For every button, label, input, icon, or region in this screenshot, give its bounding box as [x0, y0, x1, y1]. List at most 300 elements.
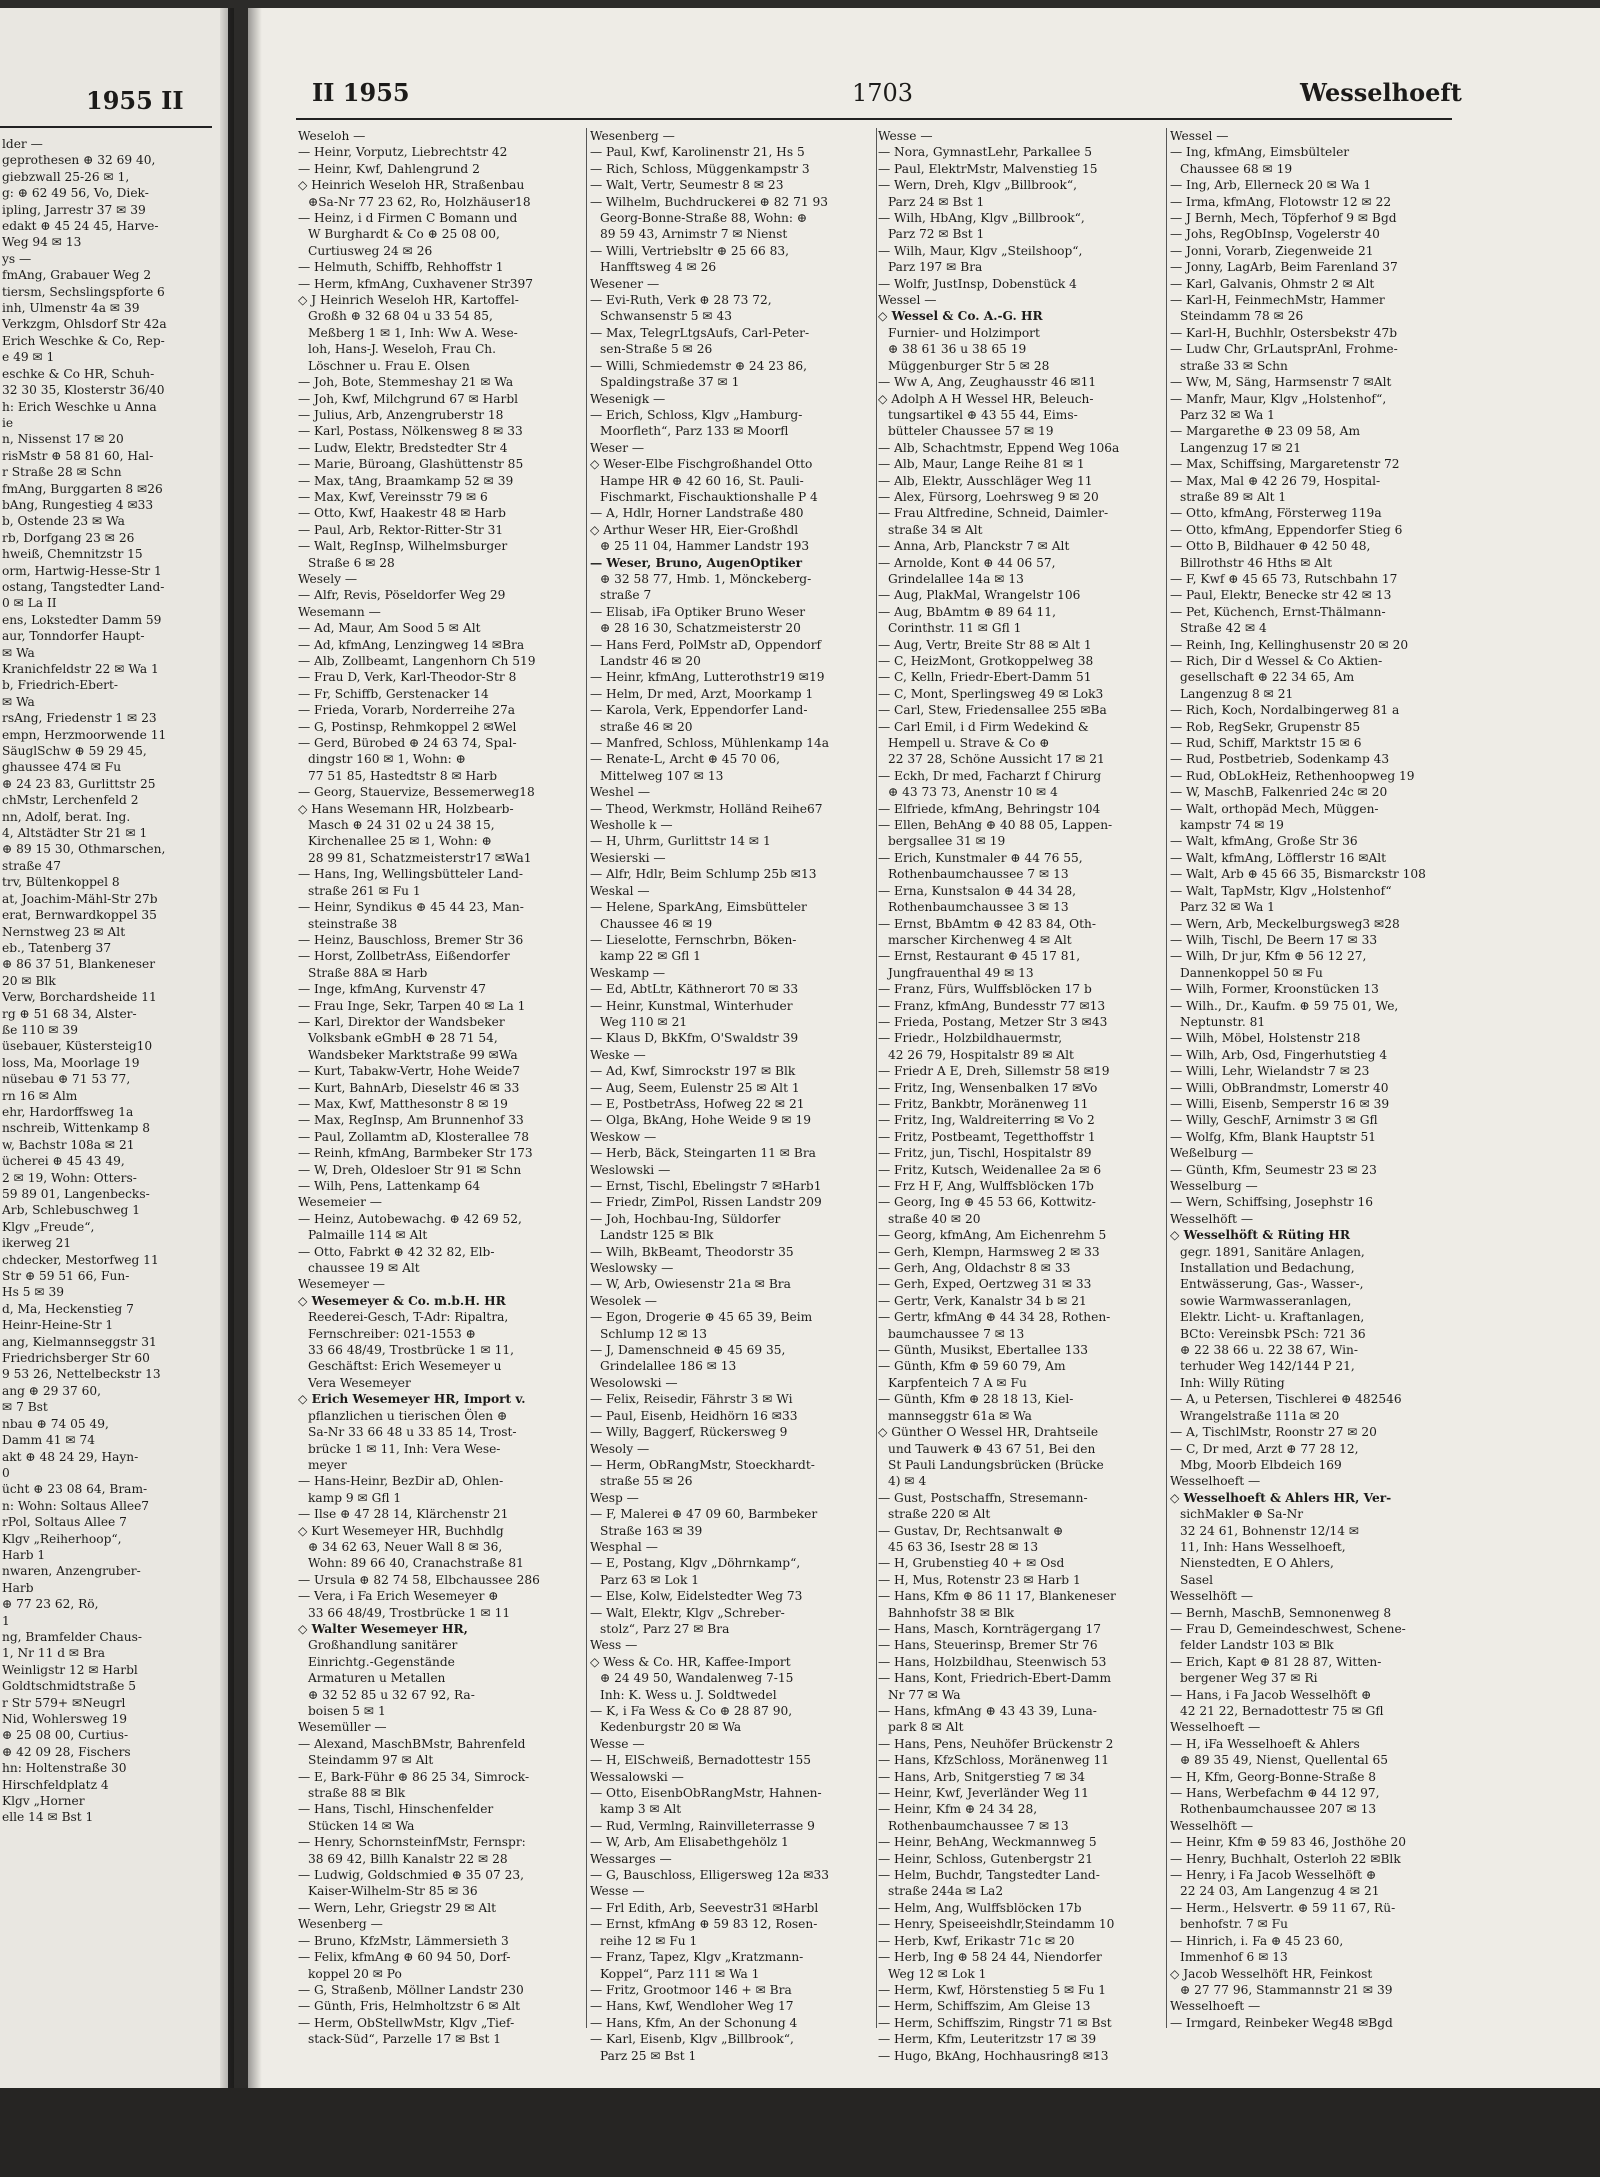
directory-entry-line: ◇ Wesselhöft & Rüting HR: [1170, 1228, 1351, 1243]
directory-entry-line: — Ursula ⊕ 82 74 58, Elbchaussee 286: [298, 1572, 540, 1587]
directory-entry-line: — Helmuth, Schiffb, Rehhoffstr 1: [298, 260, 504, 275]
left-page-line: Klgv „Reiherhoop“,: [2, 1531, 122, 1546]
directory-entry-line: — Hans, Masch, Kornträgergang 17: [878, 1621, 1101, 1636]
directory-entry-line: ◇ Adolph A H Wessel HR, Beleuch-: [878, 391, 1094, 406]
directory-entry-line: — Nora, GymnastLehr, Parkallee 5: [878, 145, 1092, 160]
directory-entry-line: — H, Mus, Rotenstr 23 ✉ Harb 1: [878, 1572, 1081, 1587]
directory-entry-line: Großhandlung sanitärer: [308, 1638, 458, 1653]
directory-entry-line: — Vera, i Fa Erich Wesemeyer ⊕: [298, 1589, 499, 1604]
directory-entry-line: — Fritz, jun, Tischl, Hospitalstr 89: [878, 1146, 1092, 1161]
directory-entry-line: — Helm, Ang, Wulffsblöcken 17b: [878, 1900, 1082, 1915]
directory-entry-line: — Paul, Zollamtm aD, Klosterallee 78: [298, 1129, 529, 1144]
directory-entry-line: W Burghardt & Co ⊕ 25 08 00,: [308, 227, 500, 242]
directory-entry-line: — Heinr, Kwf, Dahlengrund 2: [298, 161, 480, 176]
directory-column-3: [878, 128, 1160, 2063]
directory-entry-line: — Wolfr, JustInsp, Dobenstück 4: [878, 276, 1077, 291]
directory-entry-line: ⊕ 28 16 30, Schatzmeisterstr 20: [600, 621, 801, 636]
directory-entry-line: Weg 110 ✉ 21: [600, 1014, 688, 1029]
left-page-line: ✉ Wa: [2, 694, 35, 709]
directory-entry-line: — Aug, Vertr, Breite Str 88 ✉ Alt 1: [878, 637, 1092, 652]
left-page-line: orm, Hartwig-Hesse-Str 1: [2, 563, 162, 578]
directory-entry-line: Elektr. Licht- u. Kraftanlagen,: [1180, 1310, 1365, 1325]
directory-entry-line: Landstr 125 ✉ Blk: [600, 1228, 714, 1243]
directory-entry-line: Wesierski —: [590, 850, 666, 865]
directory-entry-line: — Herb, Ing ⊕ 58 24 44, Niendorfer: [878, 1950, 1102, 1965]
directory-entry-line: Palmaille 114 ✉ Alt: [308, 1228, 428, 1243]
directory-entry-line: — Wern, Arb, Meckelburgsweg3 ✉28: [1170, 916, 1400, 931]
directory-entry-line: straße 89 ✉ Alt 1: [1180, 489, 1287, 504]
directory-entry-line: — H, Kfm, Georg-Bonne-Straße 8: [1170, 1769, 1377, 1784]
directory-entry-line: Wesselhöft —: [1170, 1818, 1254, 1833]
left-page-line: ⊕ 24 23 83, Gurlittstr 25: [2, 776, 156, 791]
directory-entry-line: — Herm, ObRangMstr, Stoeckhardt-: [590, 1457, 815, 1472]
directory-entry-line: — Fritz, Ing, Wensenbalken 17 ✉Vo: [878, 1080, 1098, 1095]
directory-entry-line: Immenhof 6 ✉ 13: [1180, 1950, 1288, 1965]
directory-entry-line: — Hans Ferd, PolMstr aD, Oppendorf: [590, 637, 822, 652]
left-page-line: 9 53 26, Nettelbeckstr 13: [2, 1367, 161, 1382]
directory-entry-line: 38 69 42, Billh Kanalstr 22 ✉ 28: [308, 1851, 508, 1866]
directory-entry-line: Masch ⊕ 24 31 02 u 24 38 15,: [308, 818, 495, 833]
directory-entry-line: — Herm, kfmAng, Cuxhavener Str397: [298, 276, 534, 291]
directory-entry-line: — Paul, Elektr, Benecke str 42 ✉ 13: [1170, 588, 1392, 603]
directory-entry-line: — Alex, Fürsorg, Loehrsweg 9 ✉ 20: [878, 489, 1099, 504]
directory-entry-line: — Irmgard, Reinbeker Weg48 ✉Bgd: [1170, 2015, 1393, 2030]
directory-entry-line: — A, Hdlr, Horner Landstraße 480: [590, 506, 804, 521]
directory-entry-line: bütteler Chaussee 57 ✉ 19: [888, 424, 1054, 439]
left-page-line: hweiß, Chemnitzstr 15: [2, 547, 143, 562]
left-page-line: e 49 ✉ 1: [2, 350, 55, 365]
directory-entry-line: Nr 77 ✉ Wa: [888, 1687, 961, 1702]
directory-entry-line: — Heinr, Kunstmal, Winterhuder: [590, 998, 793, 1013]
directory-entry-line: — Helm, Buchdr, Tangstedter Land-: [878, 1868, 1100, 1883]
directory-entry-line: — Heinr, Kfm ⊕ 24 34 28,: [878, 1802, 1038, 1817]
directory-entry-line: Rothenbaumchaussee 3 ✉ 13: [888, 900, 1069, 915]
directory-entry-line: — Willi, Eisenb, Semperstr 16 ✉ 39: [1170, 1096, 1390, 1111]
directory-entry-line: ⊕ 38 61 36 u 38 65 19: [888, 342, 1027, 357]
left-page-line: 1: [2, 1613, 10, 1628]
directory-entry-line: Hanfftsweg 4 ✉ 26: [600, 260, 717, 275]
directory-entry-line: — Manfred, Schloss, Mühlenkamp 14a: [590, 736, 830, 751]
left-page-line: ostang, Tangstedter Land-: [2, 579, 165, 594]
directory-entry-line: straße 261 ✉ Fu 1: [308, 883, 421, 898]
directory-entry-line: — Renate-L, Archt ⊕ 45 70 06,: [590, 752, 780, 767]
left-page-line: ghaussee 474 ✉ Fu: [2, 760, 122, 775]
directory-entry-line: 22 37 28, Schöne Aussicht 17 ✉ 21: [888, 752, 1105, 767]
directory-entry-line: straße 34 ✉ Alt: [888, 522, 983, 537]
directory-entry-line: — Wern, Dreh, Klgv „Billbrook“,: [878, 178, 1077, 193]
directory-entry-line: gegr. 1891, Sanitäre Anlagen,: [1180, 1244, 1365, 1259]
left-page-line: nwaren, Anzengruber-: [2, 1564, 141, 1579]
directory-entry-line: Installation und Bedachung,: [1180, 1261, 1355, 1276]
directory-entry-line: Parz 197 ✉ Bra: [888, 260, 983, 275]
directory-entry-line: 28 99 81, Schatzmeisterstr17 ✉Wa1: [308, 850, 532, 865]
left-page-line: ✉ 7 Bst: [2, 1400, 48, 1415]
directory-entry-line: Einrichtg.-Gegenstände: [308, 1654, 455, 1669]
directory-entry-line: Parz 32 ✉ Wa 1: [1180, 900, 1275, 915]
directory-entry-line: — Reinh, kfmAng, Barmbeker Str 173: [298, 1146, 533, 1161]
left-page-line: giebzwall 25-26 ✉ 1,: [2, 169, 130, 184]
directory-entry-line: kampstr 74 ✉ 19: [1180, 818, 1284, 833]
directory-entry-line: Reederei-Gesch, T-Adr: Ripaltra,: [308, 1310, 509, 1325]
left-page-line: tiersm, Sechslingspforte 6: [2, 284, 165, 299]
directory-entry-line: Wessel —: [878, 293, 937, 308]
left-page-line: nn, Adolf, berat. Ing.: [2, 809, 131, 824]
directory-entry-line: ◇ Kurt Wesemeyer HR, Buchhdlg: [298, 1523, 504, 1538]
directory-entry-line: — Bernh, MaschB, Semnonenweg 8: [1170, 1605, 1392, 1620]
directory-entry-line: — Gerh, Ang, Oldachstr 8 ✉ 33: [878, 1261, 1071, 1276]
directory-entry-line: boisen 5 ✉ 1: [308, 1704, 386, 1718]
directory-entry-line: — Wern, Schiffsing, Josephstr 16: [1170, 1195, 1374, 1210]
left-page-line: rb, Dorfgang 23 ✉ 26: [2, 530, 135, 545]
directory-entry-line: — Lieselotte, Fernschrbn, Böken-: [590, 932, 797, 947]
directory-entry-line: — Gustav, Dr, Rechtsanwalt ⊕: [878, 1523, 1064, 1538]
directory-entry-line: — Ellen, BehAng ⊕ 40 88 05, Lappen-: [878, 818, 1113, 833]
directory-entry-line: Stücken 14 ✉ Wa: [308, 1818, 415, 1833]
directory-entry-line: Weßelburg —: [1170, 1146, 1254, 1161]
directory-entry-line: — Hans, Tischl, Hinschenfelder: [298, 1802, 494, 1817]
directory-entry-line: — Henry, Buchhalt, Osterloh 22 ✉Blk: [1170, 1851, 1401, 1866]
directory-entry-line: ◇ Wesemeyer & Co. m.b.H. HR: [298, 1293, 506, 1308]
directory-entry-line: Weskamp —: [590, 965, 666, 980]
directory-entry-line: — Hans, Arb, Snitgerstieg 7 ✉ 34: [878, 1769, 1085, 1784]
directory-entry-line: ◇ Heinrich Weseloh HR, Straßenbau: [298, 178, 525, 193]
right-running-head-right: Wesselhoeft: [1300, 78, 1462, 107]
directory-entry-line: Weslowski —: [590, 1162, 671, 1177]
directory-entry-line: — Margarethe ⊕ 23 09 58, Am: [1170, 424, 1361, 439]
left-page-line: bAng, Rungestieg 4 ✉33: [2, 497, 154, 512]
directory-entry-line: — E, PostbetrAss, Hofweg 22 ✉ 21: [590, 1096, 805, 1111]
directory-entry-line: — Gertr, Verk, Kanalstr 34 b ✉ 21: [878, 1293, 1087, 1308]
left-page-line: inh, Ulmenstr 4a ✉ 39: [2, 301, 140, 316]
left-page-line: ✉ Wa: [2, 645, 35, 660]
directory-column-4: [1170, 128, 1452, 2048]
directory-entry-line: — Otto, Kwf, Haakestr 48 ✉ Harb: [298, 506, 506, 521]
directory-entry-line: — Henry, i Fa Jacob Wesselhöft ⊕: [1170, 1868, 1377, 1883]
directory-column-1: [298, 128, 580, 2048]
directory-entry-line: — Friedr, ZimPol, Rissen Landstr 209: [590, 1195, 822, 1210]
directory-entry-line: — Ernst, kfmAng ⊕ 59 83 12, Rosen-: [590, 1917, 818, 1932]
directory-entry-line: — Max, tAng, Braamkamp 52 ✉ 39: [298, 473, 514, 488]
directory-entry-line: ⊕ 25 11 04, Hammer Landstr 193: [600, 539, 810, 554]
left-page-line: ang ⊕ 29 37 60,: [2, 1383, 102, 1398]
directory-entry-line: — Weser, Bruno, AugenOptiker: [590, 555, 803, 570]
left-page-column: [2, 136, 216, 2056]
directory-entry-line: — Fritz, Kutsch, Weidenallee 2a ✉ 6: [878, 1162, 1102, 1177]
directory-entry-line: — Marie, Büroang, Glashüttenstr 85: [298, 457, 524, 472]
directory-entry-line: bergsallee 31 ✉ 19: [888, 834, 1006, 849]
directory-entry-line: — Alfr, Hdlr, Beim Schlump 25b ✉13: [590, 867, 817, 882]
directory-entry-line: pflanzlichen u tierischen Ölen ⊕: [308, 1408, 508, 1423]
directory-entry-line: — Irma, kfmAng, Flotowstr 12 ✉ 22: [1170, 194, 1392, 209]
left-page-line: ikerweg 21: [2, 1236, 72, 1251]
directory-entry-line: Fischmarkt, Fischauktionshalle P 4: [600, 489, 818, 504]
directory-entry-line: meyer: [308, 1457, 347, 1472]
directory-entry-line: Parz 63 ✉ Lok 1: [600, 1572, 699, 1587]
left-page-line: elle 14 ✉ Bst 1: [2, 1810, 94, 1825]
directory-entry-line: Sasel: [1180, 1572, 1213, 1587]
directory-entry-line: — Max, Schiffsing, Margaretenstr 72: [1170, 457, 1400, 472]
directory-entry-line: — Rich, Dir d Wessel & Co Aktien-: [1170, 654, 1383, 668]
directory-entry-line: Wesemeyer —: [298, 1277, 385, 1292]
directory-entry-line: — Heinr, Kwf, Jeverländer Weg 11: [878, 1786, 1089, 1801]
directory-entry-line: — Bruno, KfzMstr, Lämmersieth 3: [298, 1933, 509, 1948]
left-page-line: loss, Ma, Moorlage 19: [2, 1055, 140, 1070]
directory-entry-line: Weshel —: [590, 785, 651, 800]
directory-entry-line: — Kurt, BahnArb, Dieselstr 46 ✉ 33: [298, 1080, 520, 1095]
directory-entry-line: — Heinz, Autobewachg. ⊕ 42 69 52,: [298, 1211, 522, 1226]
directory-entry-line: — Jonni, Vorarb, Ziegenweide 21: [1170, 243, 1374, 258]
directory-entry-line: — Henry, SchornsteinfMstr, Fernspr:: [298, 1835, 526, 1850]
directory-entry-line: Parz 32 ✉ Wa 1: [1180, 407, 1275, 422]
directory-entry-line: — Arnolde, Kont ⊕ 44 06 57,: [878, 555, 1056, 570]
directory-entry-line: — Max, Mal ⊕ 42 26 79, Hospital-: [1170, 473, 1381, 488]
directory-entry-line: 22 24 03, Am Langenzug 4 ✉ 21: [1180, 1884, 1380, 1899]
directory-entry-line: Wesselhoeft —: [1170, 1999, 1261, 2014]
left-page-line: ⊕ 25 08 00, Curtius-: [2, 1728, 129, 1743]
directory-entry-line: — W, Arb, Am Elisabethgehölz 1: [590, 1835, 789, 1850]
directory-entry-line: — Karl, Galvanis, Ohmstr 2 ✉ Alt: [1170, 276, 1375, 291]
directory-entry-line: Kaiser-Wilhelm-Str 85 ✉ 36: [308, 1884, 478, 1899]
directory-entry-line: straße 88 ✉ Blk: [308, 1786, 406, 1801]
directory-entry-line: benhofstr. 7 ✉ Fu: [1180, 1917, 1288, 1932]
directory-entry-line: Armaturen u Metallen: [308, 1671, 446, 1686]
directory-entry-line: — Jonny, LagArb, Beim Farenland 37: [1170, 260, 1398, 275]
directory-entry-line: sichMakler ⊕ Sa-Nr: [1180, 1507, 1304, 1522]
directory-entry-line: 42 26 79, Hospitalstr 89 ✉ Alt: [888, 1047, 1074, 1062]
left-page-line: b, Friedrich-Ebert-: [2, 678, 119, 693]
scan-background: [0, 2088, 1600, 2177]
directory-entry-line: Vera Wesemeyer: [308, 1375, 411, 1390]
directory-entry-line: Georg-Bonne-Straße 88, Wohn: ⊕: [600, 211, 808, 226]
directory-entry-line: — Walt, Elektr, Klgv „Schreber-: [590, 1605, 785, 1620]
directory-entry-line: — Max, RegInsp, Am Brunnenhof 33: [298, 1113, 524, 1128]
directory-entry-line: — H, iFa Wesselhoeft & Ahlers: [1170, 1736, 1360, 1751]
directory-entry-line: Wesp —: [590, 1490, 639, 1505]
left-page-line: Nid, Wohlersweg 19: [2, 1712, 128, 1726]
directory-entry-line: — W, MaschB, Falkenried 24c ✉ 20: [1170, 785, 1388, 800]
directory-entry-line: — Max, Kwf, Matthesonstr 8 ✉ 19: [298, 1096, 508, 1111]
directory-entry-line: — Julius, Arb, Anzengruberstr 18: [298, 407, 504, 422]
directory-entry-line: — Wilh, Maur, Klgv „Steilshoop“,: [878, 243, 1083, 258]
directory-entry-line: — H, Grubenstieg 40 + ✉ Osd: [878, 1556, 1065, 1571]
directory-entry-line: — Otto, EisenbObRangMstr, Hahnen-: [590, 1786, 822, 1801]
directory-entry-line: kamp 9 ✉ Gfl 1: [308, 1490, 402, 1505]
directory-entry-line: gesellschaft ⊕ 22 34 65, Am: [1180, 670, 1355, 685]
left-page-line: rPol, Soltaus Allee 7: [2, 1515, 127, 1530]
directory-entry-line: — Hans, Steuerinsp, Bremer Str 76: [878, 1638, 1098, 1653]
directory-entry-line: — Aug, PlakMal, Wrangelstr 106: [878, 588, 1081, 603]
page-number: 1703: [852, 79, 914, 107]
left-page-line: at, Joachim-Mähl-Str 27b: [2, 891, 158, 906]
directory-entry-line: ⊕ 24 49 50, Wandalenweg 7-15: [600, 1671, 794, 1686]
directory-entry-line: — Wilh, Dr jur, Kfm ⊕ 56 12 27,: [1170, 949, 1367, 964]
directory-entry-line: Entwässerung, Gas-, Wasser-,: [1180, 1277, 1364, 1292]
directory-entry-line: Weser —: [590, 440, 645, 455]
directory-entry-line: Jungfrauenthal 49 ✉ 13: [888, 965, 1034, 980]
directory-entry-line: — Günth, Fris, Helmholtzstr 6 ✉ Alt: [298, 1999, 521, 2014]
left-page-line: 59 89 01, Langenbecks-: [2, 1187, 150, 1201]
left-page-line: Verkzgm, Ohlsdorf Str 42a: [2, 317, 167, 332]
directory-entry-line: — Gerh, Exped, Oertzweg 31 ✉ 33: [878, 1277, 1092, 1292]
directory-entry-line: — Wilhelm, Buchdruckerei ⊕ 82 71 93: [590, 194, 828, 209]
left-page-line: Str ⊕ 59 51 66, Fun-: [2, 1269, 130, 1284]
directory-entry-line: ⊕ 32 52 85 u 32 67 92, Ra-: [308, 1687, 475, 1702]
directory-entry-line: ◇ Wess & Co. HR, Kaffee-Import: [590, 1654, 791, 1669]
left-page-line: ⊕ 77 23 62, Rö,: [2, 1597, 99, 1612]
left-page-line: ⊕ 89 15 30, Othmarschen,: [2, 842, 166, 857]
directory-entry-line: Weskow —: [590, 1129, 657, 1144]
directory-entry-line: Geschäftst: Erich Wesemeyer u: [308, 1359, 502, 1374]
directory-entry-line: terhuder Weg 142/144 P 21,: [1180, 1359, 1355, 1374]
left-page-line: eschke & Co HR, Schuh-: [2, 366, 155, 381]
directory-entry-line: — Gerh, Klempn, Harmsweg 2 ✉ 33: [878, 1244, 1100, 1259]
directory-entry-line: — Frau D, Gemeindeschwest, Schene-: [1170, 1621, 1406, 1636]
directory-entry-line: Rothenbaumchaussee 7 ✉ 13: [888, 1818, 1069, 1833]
directory-entry-line: Wesse —: [590, 1736, 645, 1751]
directory-entry-line: Wesely —: [298, 571, 358, 586]
directory-entry-line: — Ad, kfmAng, Lenzingweg 14 ✉Bra: [298, 637, 525, 652]
left-page-line: edakt ⊕ 45 24 45, Harve-: [2, 219, 159, 234]
directory-entry-line: — Heinz, i d Firmen C Bomann und: [298, 211, 518, 226]
column-rule: [876, 128, 877, 2028]
directory-entry-line: — H, Uhrm, Gurlittstr 14 ✉ 1: [590, 834, 771, 849]
left-page-line: Friedrichsberger Str 60: [2, 1351, 150, 1366]
directory-entry-line: — G, Bauschloss, Elligersweg 12a ✉33: [590, 1868, 829, 1883]
directory-entry-line: Neptunstr. 81: [1180, 1014, 1266, 1029]
directory-entry-line: stack-Süd“, Parzelle 17 ✉ Bst 1: [308, 2032, 501, 2047]
directory-entry-line: Weseloh —: [298, 129, 366, 143]
directory-entry-line: — Walt, orthopäd Mech, Müggen-: [1170, 801, 1379, 816]
directory-entry-line: — Rud, ObLokHeiz, Rethenhoopweg 19: [1170, 768, 1415, 783]
directory-entry-line: — Walt, Vertr, Seumestr 8 ✉ 23: [590, 178, 784, 193]
directory-entry-line: — Joh, Hochbau-Ing, Süldorfer: [590, 1211, 781, 1226]
directory-entry-line: — Frl Edith, Arb, Seevestr31 ✉Harbl: [590, 1900, 819, 1915]
directory-entry-line: Corinthstr. 11 ✉ Gfl 1: [888, 621, 1022, 636]
directory-entry-line: — Walt, RegInsp, Wilhelmsburger: [298, 539, 508, 554]
directory-entry-line: straße 40 ✉ 20: [888, 1211, 981, 1226]
directory-entry-line: — Johs, RegObInsp, Vogelerstr 40: [1170, 227, 1380, 242]
directory-entry-line: — Joh, Kwf, Milchgrund 67 ✉ Harbl: [298, 391, 519, 406]
directory-entry-line: — Günth, Kfm, Seumestr 23 ✉ 23: [1170, 1162, 1377, 1177]
directory-entry-line: — Wolfg, Kfm, Blank Hauptstr 51: [1170, 1129, 1377, 1144]
left-page-line: Heinr-Heine-Str 1: [2, 1318, 114, 1333]
directory-entry-line: — Karl-H, Buchhlr, Ostersbekstr 47b: [1170, 325, 1398, 340]
directory-entry-line: — Hans, Ing, Wellingsbütteler Land-: [298, 867, 523, 882]
directory-entry-line: — Herm, ObStellwMstr, Klgv „Tief-: [298, 2015, 515, 2030]
directory-entry-line: 33 66 48/49, Trostbrücke 1 ✉ 11: [308, 1605, 511, 1620]
directory-entry-line: Wesphal —: [590, 1539, 658, 1554]
directory-entry-line: ◇ Wesselhoeft & Ahlers HR, Ver-: [1170, 1490, 1392, 1505]
directory-entry-line: Rothenbaumchaussee 207 ✉ 13: [1180, 1802, 1377, 1817]
directory-entry-line: — Heinr, kfmAng, Lutterothstr19 ✉19: [590, 670, 825, 685]
directory-entry-line: — C, Mont, Sperlingsweg 49 ✉ Lok3: [878, 686, 1104, 701]
left-page-line: nschreib, Wittenkamp 8: [2, 1121, 150, 1136]
directory-entry-line: Wohn: 89 66 40, Cranachstraße 81: [308, 1556, 524, 1571]
directory-entry-line: Straße 163 ✉ 39: [600, 1523, 703, 1538]
directory-entry-line: Kedenburgstr 20 ✉ Wa: [600, 1720, 742, 1735]
directory-entry-line: — Ad, Kwf, Simrockstr 197 ✉ Blk: [590, 1064, 796, 1079]
directory-entry-line: — Heinr, Syndikus ⊕ 45 44 23, Man-: [298, 900, 524, 915]
directory-entry-line: Steindamm 78 ✉ 26: [1180, 309, 1304, 324]
left-page-line: 2 ✉ 19, Wohn: Otters-: [2, 1170, 137, 1185]
directory-entry-line: Volksbank eGmbH ⊕ 28 71 54,: [308, 1031, 498, 1046]
left-page-line: Nernstweg 23 ✉ Alt: [2, 924, 126, 939]
directory-entry-line: steinstraße 38: [308, 916, 398, 931]
directory-entry-line: — Ad, Maur, Am Sood 5 ✉ Alt: [298, 621, 481, 636]
directory-entry-line: — Paul, Arb, Rektor-Ritter-Str 31: [298, 522, 504, 537]
left-page-line: 4, Altstädter Str 21 ✉ 1: [2, 826, 148, 841]
directory-entry-line: — Frau D, Verk, Karl-Theodor-Str 8: [298, 670, 517, 685]
directory-entry-line: — Alb, Elektr, Ausschläger Weg 11: [878, 473, 1093, 488]
directory-entry-line: Wesoly —: [590, 1441, 650, 1456]
directory-entry-line: — Alb, Schachtmstr, Eppend Weg 106a: [878, 440, 1120, 455]
directory-entry-line: — Else, Kolw, Eidelstedter Weg 73: [590, 1589, 803, 1604]
directory-entry-line: ⊕Sa-Nr 77 23 62, Ro, Holzhäuser18: [308, 194, 531, 209]
directory-entry-line: dingstr 160 ✉ 1, Wohn: ⊕: [308, 752, 466, 767]
directory-entry-line: — Alb, Maur, Lange Reihe 81 ✉ 1: [878, 457, 1085, 472]
directory-entry-line: — Erna, Kunstsalon ⊕ 44 34 28,: [878, 883, 1077, 898]
directory-entry-line: mannseggstr 61a ✉ Wa: [888, 1408, 1032, 1423]
directory-entry-line: Bahnhofstr 38 ✉ Blk: [888, 1605, 1015, 1620]
directory-entry-line: — Ludw, Elektr, Bredstedter Str 4: [298, 440, 508, 455]
directory-entry-line: — Helene, SparkAng, Eimsbütteler: [590, 900, 807, 915]
directory-entry-line: — Carl Emil, i d Firm Wedekind &: [878, 719, 1089, 734]
directory-entry-line: Chaussee 46 ✉ 19: [600, 916, 713, 931]
directory-entry-line: — Paul, ElektrMstr, Malvenstieg 15: [878, 161, 1098, 176]
directory-entry-line: Straße 88A ✉ Harb: [308, 965, 428, 980]
directory-entry-line: — Ww A, Ang, Zeughausstr 46 ✉11: [878, 375, 1097, 390]
directory-entry-line: Karpfenteich 7 A ✉ Fu: [888, 1375, 1027, 1390]
directory-entry-line: Langenzug 8 ✉ 21: [1180, 686, 1294, 701]
directory-entry-line: — Hinrich, i. Fa ⊕ 45 23 60,: [1170, 1933, 1344, 1948]
directory-entry-line: Parz 24 ✉ Bst 1: [888, 194, 985, 209]
left-page-line: 0: [2, 1465, 10, 1480]
directory-entry-line: — Karl, Postass, Nölkensweg 8 ✉ 33: [298, 424, 523, 439]
directory-entry-line: — Heinr, BehAng, Weckmannweg 5: [878, 1835, 1097, 1850]
directory-entry-line: ⊕ 89 35 49, Nienst, Quellental 65: [1180, 1753, 1388, 1768]
directory-entry-line: — K, i Fa Wess & Co ⊕ 28 87 90,: [590, 1704, 793, 1718]
directory-entry-line: — Felix, kfmAng ⊕ 60 94 50, Dorf-: [298, 1950, 511, 1965]
directory-entry-line: — Pet, Küchench, Ernst-Thälmann-: [1170, 604, 1386, 619]
directory-entry-line: — Evi-Ruth, Verk ⊕ 28 73 72,: [590, 293, 772, 308]
directory-entry-line: Hampe HR ⊕ 42 60 16, St. Pauli-: [600, 473, 804, 488]
directory-entry-line: ◇ Wessel & Co. A.-G. HR: [878, 309, 1043, 324]
directory-entry-line: — Helm, Dr med, Arzt, Moorkamp 1: [590, 686, 814, 701]
directory-entry-line: Grindelallee 14a ✉ 13: [888, 571, 1024, 586]
directory-entry-line: Wesenberg —: [590, 129, 675, 143]
directory-entry-line: — Manfr, Maur, Klgv „Holstenhof“,: [1170, 391, 1387, 406]
directory-entry-line: Hempell u. Strave & Co ⊕: [888, 736, 1050, 751]
left-page-line: r Str 579+ ✉Neugrl: [2, 1695, 126, 1710]
directory-entry-line: ◇ J Heinrich Weseloh HR, Kartoffel-: [298, 293, 519, 308]
directory-entry-line: Schlump 12 ✉ 13: [600, 1326, 707, 1341]
directory-entry-line: straße 33 ✉ Schn: [1180, 358, 1288, 373]
directory-entry-line: Wesenberg —: [298, 1917, 383, 1932]
directory-entry-line: — Henry, Speiseeishdlr,Steindamm 10: [878, 1917, 1115, 1932]
directory-entry-line: — Karl, Eisenb, Klgv „Billbrook“,: [590, 2032, 794, 2047]
left-page-line: risMstr ⊕ 58 81 60, Hal-: [2, 448, 154, 463]
directory-entry-line: — Hans, Holzbildhau, Steenwisch 53: [878, 1654, 1107, 1669]
directory-entry-line: — Olga, BkAng, Hohe Weide 9 ✉ 19: [590, 1113, 811, 1128]
directory-entry-line: — Heinr, Kfm ⊕ 59 83 46, Josthöhe 20: [1170, 1835, 1407, 1850]
directory-entry-line: — Herb, Kwf, Erikastr 71c ✉ 20: [878, 1933, 1075, 1948]
directory-entry-line: Wesolowski —: [590, 1375, 678, 1390]
directory-entry-line: — Günth, Musikst, Ebertallee 133: [878, 1343, 1089, 1358]
directory-entry-line: — Hans, Kwf, Wendloher Weg 17: [590, 1999, 794, 2014]
directory-entry-line: — Günth, Kfm ⊕ 59 60 79, Am: [878, 1359, 1066, 1374]
directory-entry-line: — Hans, kfmAng ⊕ 43 43 39, Luna-: [878, 1704, 1097, 1718]
directory-entry-line: Weg 12 ✉ Lok 1: [888, 1966, 987, 1981]
